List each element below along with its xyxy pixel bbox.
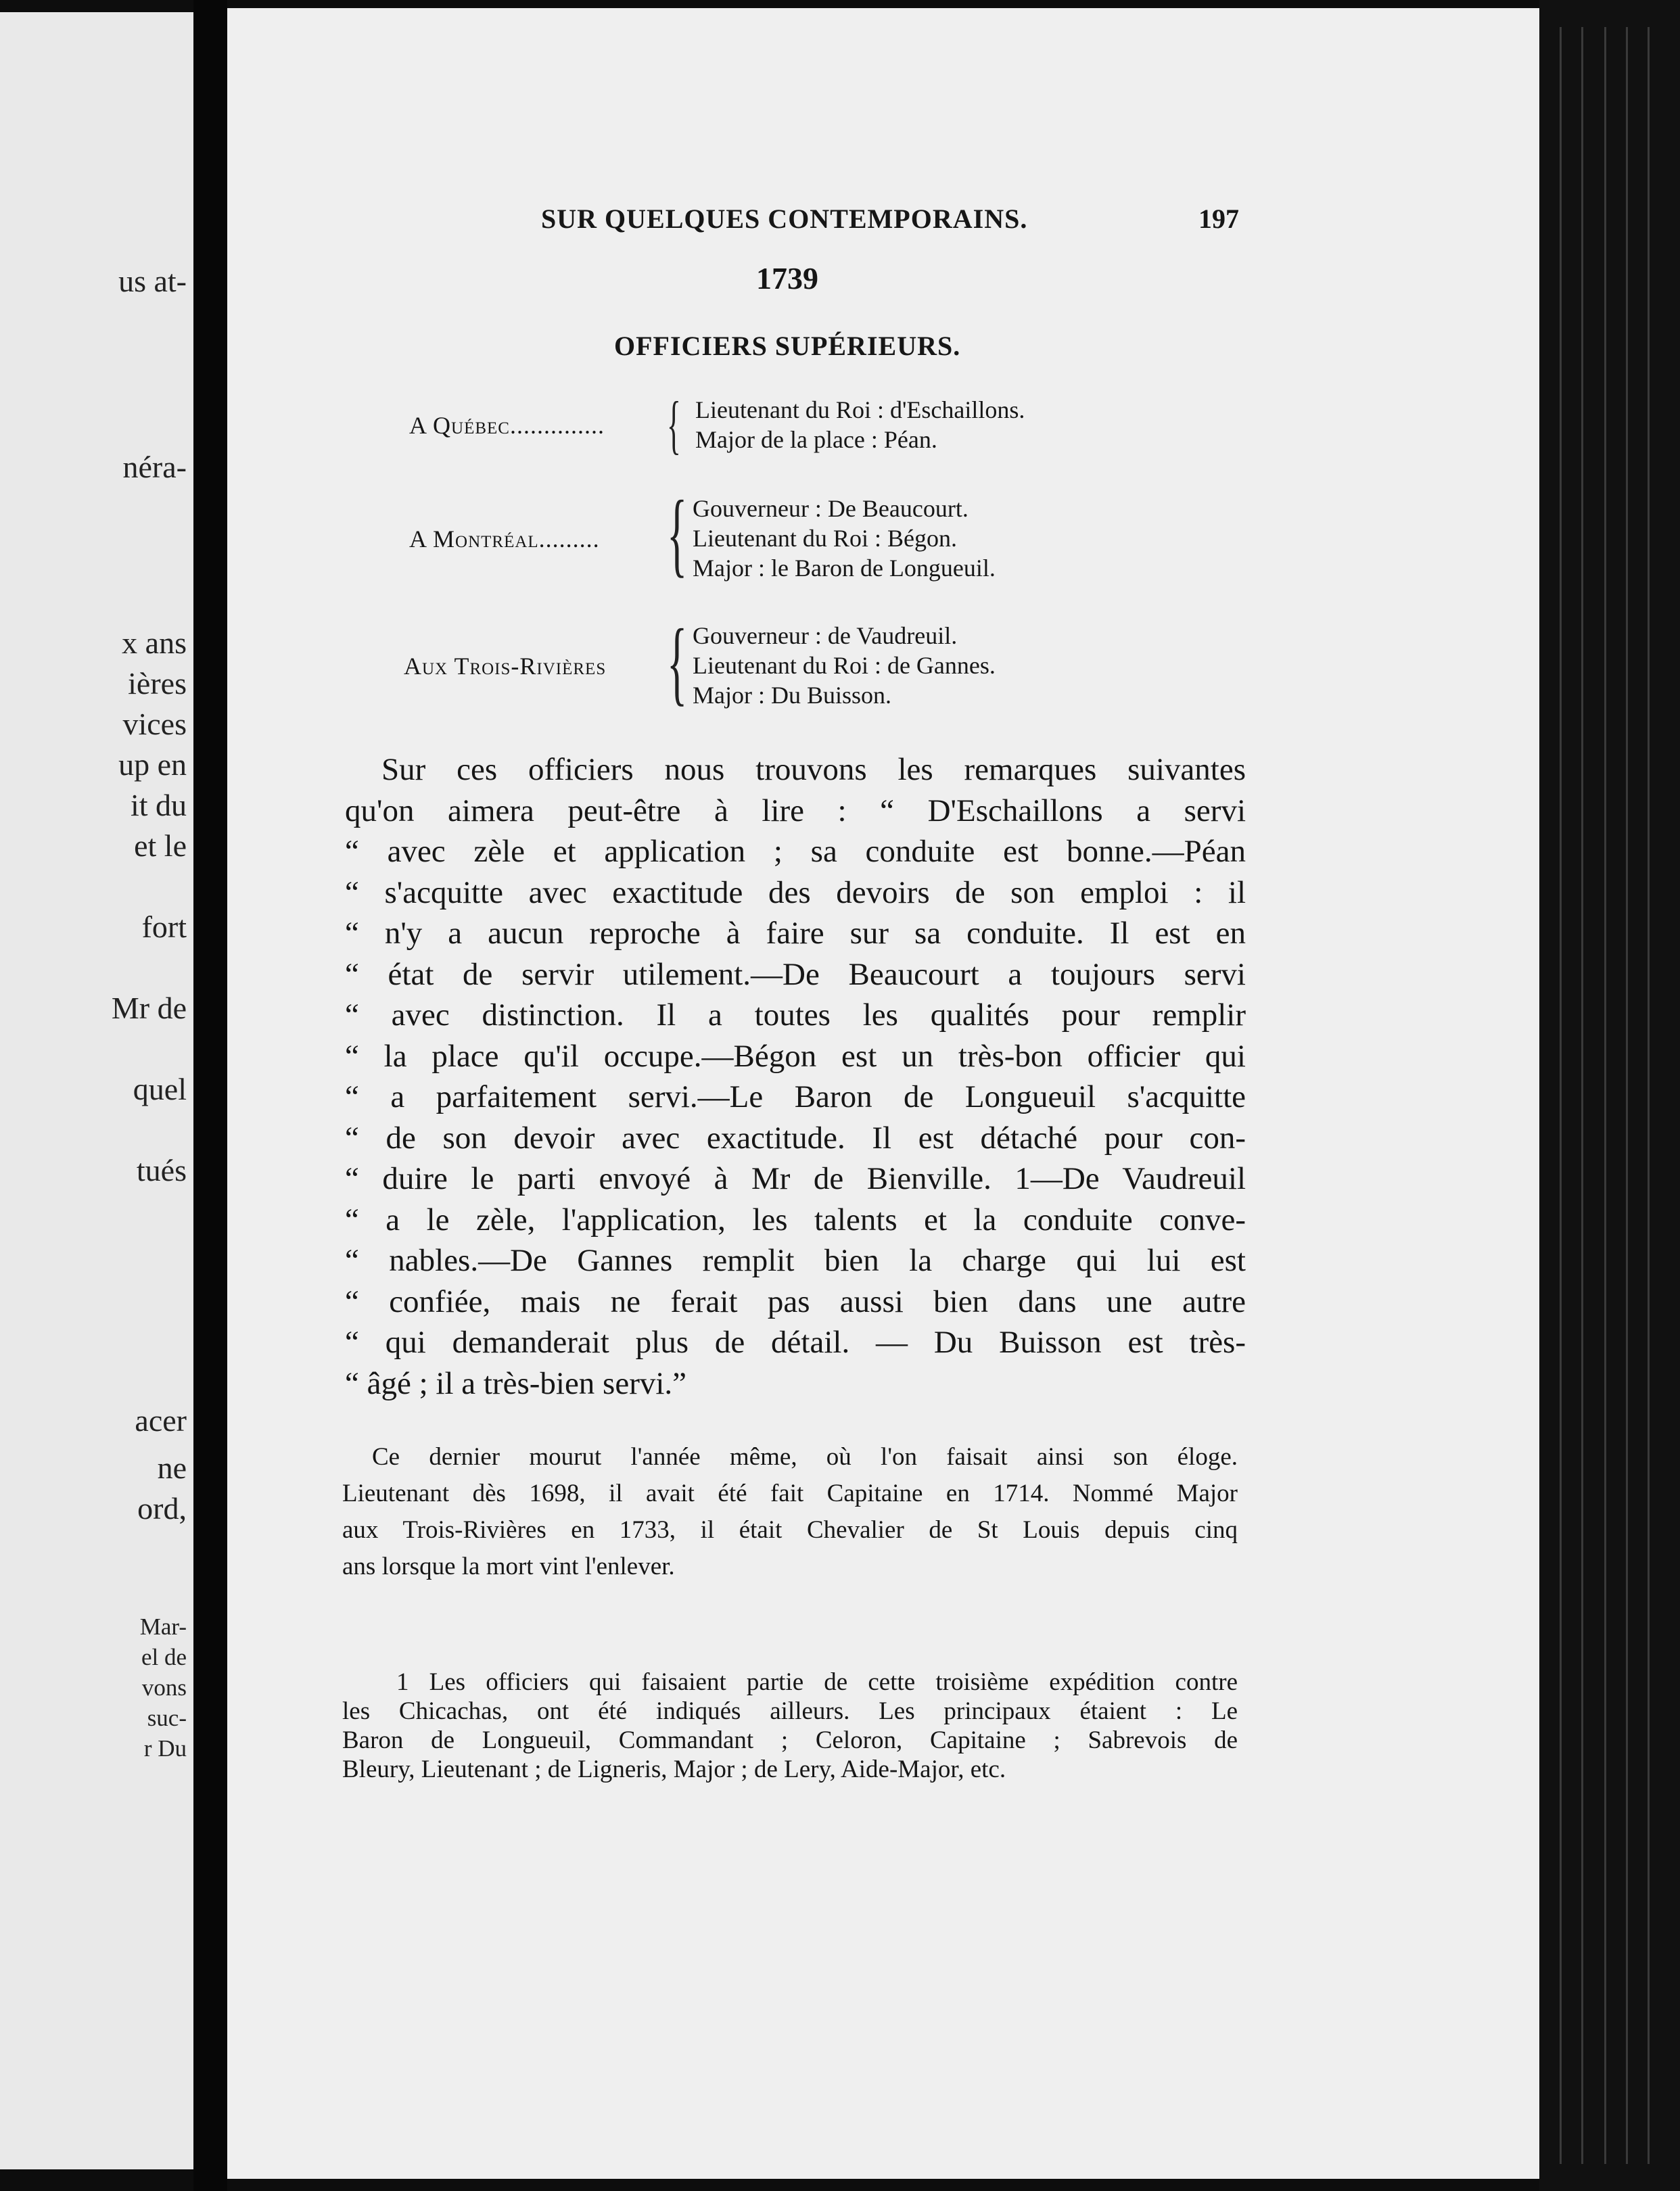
- left-fragment: néra-: [122, 450, 187, 484]
- left-fragment: Mr de: [111, 991, 187, 1025]
- left-fragment: it du: [130, 788, 187, 822]
- body-line: “ qui demanderait plus de détail. — Du Buisson est très-: [345, 1325, 1246, 1360]
- page-stack-edge: [1539, 0, 1680, 2191]
- body-line: Sur ces officiers nous trouvons les remarques suivantes: [381, 752, 1246, 787]
- left-fragment: up en: [118, 747, 187, 782]
- note-line: ans lorsque la mort vint l'enlever.: [342, 1553, 675, 1580]
- body-line: “ a parfaitement servi.—Le Baron de Longueuil s'acquitte: [345, 1079, 1246, 1114]
- body-line: “ état de servir utilement.—De Beaucourt a toujours servi: [345, 956, 1246, 992]
- page-number: 197: [1198, 204, 1239, 234]
- running-head: SUR QUELQUES CONTEMPORAINS.: [541, 204, 1028, 234]
- left-fragment: vices: [122, 707, 187, 741]
- brace: {: [667, 388, 681, 461]
- role-line: Gouverneur : De Beaucourt.: [693, 495, 969, 522]
- left-fragment: el de: [141, 1644, 187, 1670]
- page-edge-line: [1581, 27, 1583, 2164]
- roles-quebec: [695, 395, 1025, 454]
- body-line: “ avec zèle et application ; sa conduite est bonne.—Péan: [345, 834, 1246, 869]
- body-line: “ la place qu'il occupe.—Bégon est un très-bon officier qui: [345, 1038, 1246, 1074]
- left-fragment: fort: [141, 910, 187, 944]
- footnote-line: Bleury, Lieutenant ; de Ligneris, Major ; de Lery, Aide-Major, etc.: [342, 1756, 1006, 1783]
- body-paragraph: [345, 749, 1246, 1404]
- page-edge-line: [1560, 27, 1562, 2164]
- page-edge-line: [1626, 27, 1628, 2164]
- left-page-fragment: [0, 12, 193, 2169]
- left-fragment: et le: [134, 828, 187, 863]
- place-label-montreal: A Montréal.........: [409, 525, 600, 552]
- body-line: “ n'y a aucun reproche à faire sur sa conduite. Il est en: [345, 916, 1246, 951]
- page-edge-line: [1604, 27, 1606, 2164]
- section-title: OFFICIERS SUPÉRIEURS.: [614, 331, 961, 361]
- note-line: aux Trois-Rivières en 1733, il était Chevalier de St Louis depuis cinq: [342, 1516, 1238, 1544]
- place-label-quebec: A Québec..............: [409, 412, 605, 439]
- role-line: Gouverneur : de Vaudreuil.: [693, 622, 958, 649]
- note-line: Lieutenant dès 1698, il avait été fait Capitaine en 1714. Nommé Major: [342, 1480, 1238, 1507]
- brace: {: [667, 481, 688, 586]
- role-line: Lieutenant du Roi : de Gannes.: [693, 652, 996, 679]
- body-line: “ de son devoir avec exactitude. Il est détaché pour con-: [345, 1120, 1246, 1156]
- body-line: “ duire le parti envoyé à Mr de Bienville. 1—De Vaudreuil: [345, 1161, 1246, 1196]
- role-line: Lieutenant du Roi : Bégon.: [693, 525, 957, 552]
- left-fragment: Mar-: [139, 1613, 187, 1640]
- left-fragment: ières: [128, 666, 187, 701]
- brace: {: [667, 610, 688, 715]
- left-fragment: x ans: [122, 626, 187, 660]
- note-line: Ce dernier mourut l'année même, où l'on faisait ainsi son éloge.: [372, 1443, 1238, 1471]
- footnote-line: les Chicachas, ont été indiqués ailleurs. Les principaux étaient : Le: [342, 1697, 1238, 1725]
- left-fragment: r Du: [143, 1735, 187, 1762]
- footnote-line: 1 Les officiers qui faisaient partie de cette troisième expédition contre: [396, 1668, 1238, 1696]
- footnote: [342, 1668, 1238, 1784]
- role-line: Major : le Baron de Longueuil.: [693, 555, 996, 582]
- left-fragment: us at-: [118, 264, 187, 298]
- footnote-line: Baron de Longueuil, Commandant ; Celoron, Capitaine ; Sabrevois de: [342, 1726, 1238, 1754]
- role-line: Lieutenant du Roi : d'Eschaillons.: [695, 396, 1025, 423]
- roles-montreal: [693, 494, 996, 583]
- roles-trois-rivieres: [693, 621, 996, 710]
- body-line: “ a le zèle, l'application, les talents et la conduite conve-: [345, 1202, 1246, 1238]
- body-line: “ nables.—De Gannes remplit bien la charge qui lui est: [345, 1243, 1246, 1278]
- book-gutter: [193, 0, 227, 2191]
- body-line: “ confiée, mais ne ferait pas aussi bien dans une autre: [345, 1283, 1246, 1319]
- left-fragment: tués: [136, 1153, 187, 1187]
- year-heading: 1739: [756, 261, 818, 296]
- page-edge-line: [1648, 27, 1650, 2164]
- body-line: “ s'acquitte avec exactitude des devoirs de son emploi : il: [345, 874, 1246, 910]
- note-paragraph: [342, 1439, 1238, 1585]
- left-fragment: ne: [157, 1451, 187, 1485]
- left-fragment: suc-: [147, 1705, 187, 1731]
- place-label-trois-rivieres: Aux Trois-Rivières: [404, 653, 607, 680]
- left-fragment: ord,: [137, 1491, 187, 1526]
- left-fragment: vons: [141, 1674, 187, 1701]
- left-fragment: acer: [135, 1403, 187, 1438]
- body-line: qu'on aimera peut-être à lire : “ D'Eschaillons a servi: [345, 793, 1246, 828]
- role-line: Major de la place : Péan.: [695, 426, 937, 453]
- left-fragment: quel: [133, 1072, 187, 1106]
- role-line: Major : Du Buisson.: [693, 682, 892, 709]
- body-line: “ âgé ; il a très-bien servi.”: [345, 1365, 687, 1401]
- body-line: “ avec distinction. Il a toutes les qualités pour remplir: [345, 997, 1246, 1033]
